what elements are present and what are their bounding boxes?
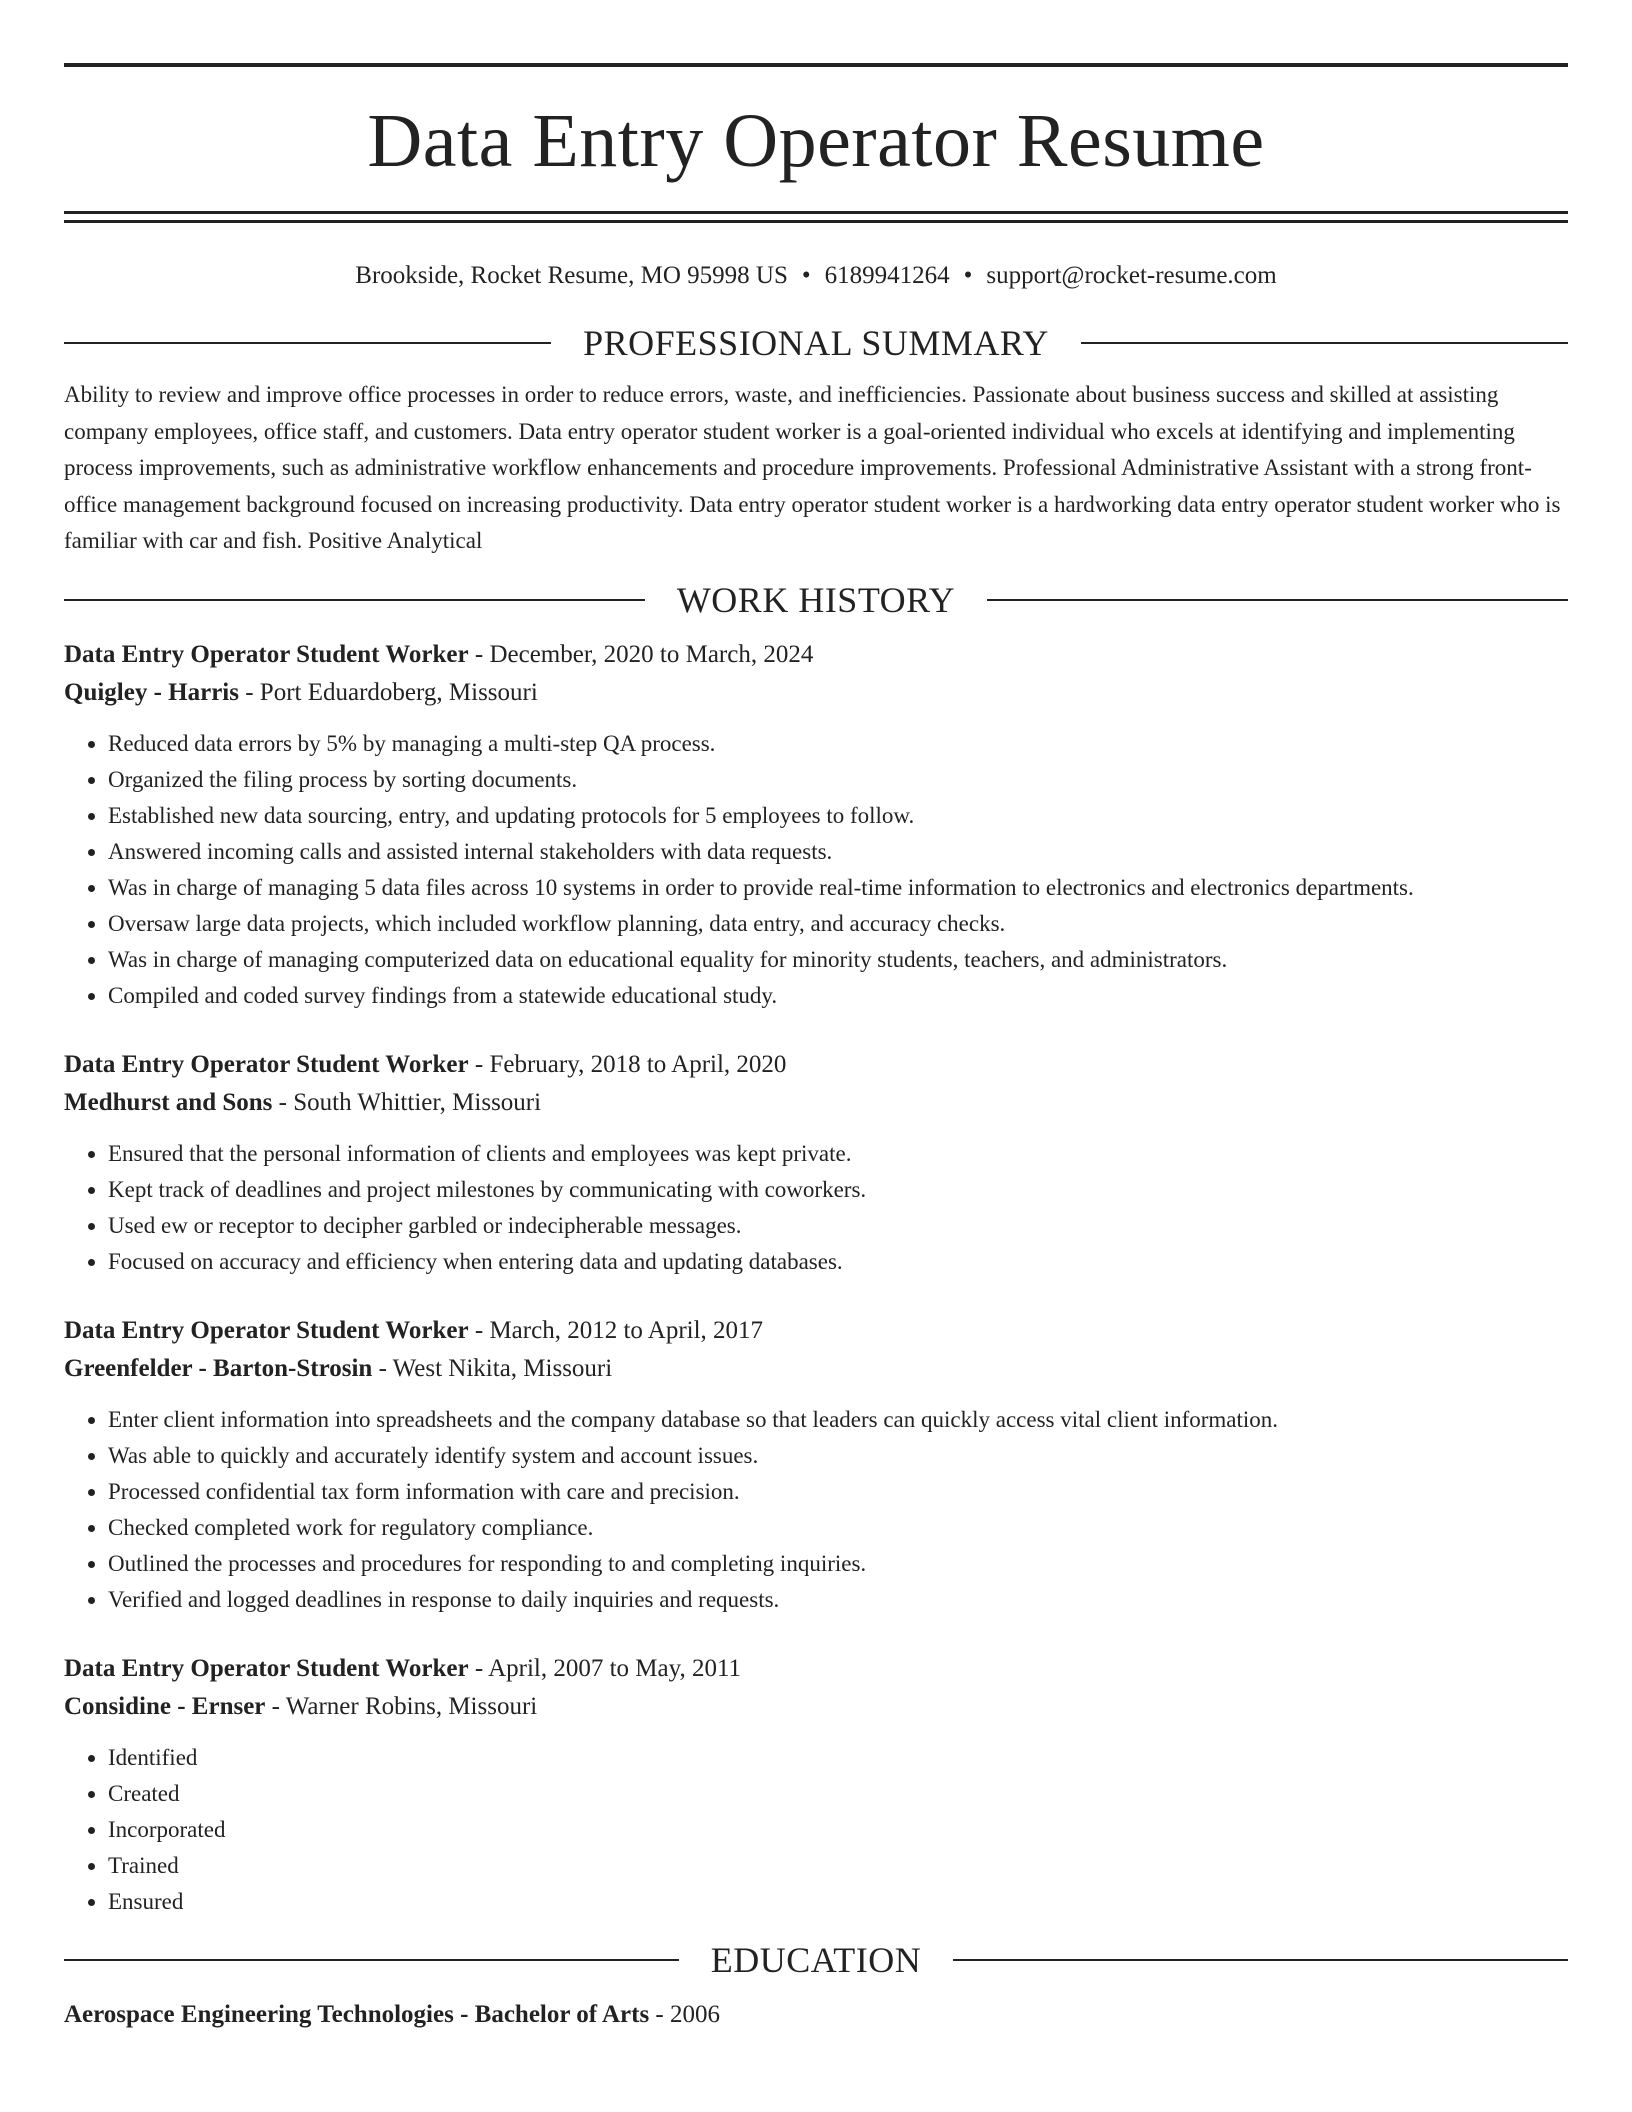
section-rule-right [1081,342,1568,344]
job-title: Data Entry Operator Student Worker [64,640,469,668]
job-bullet: • Reduced data errors by 5% by managing a multi-step QA process. [108,726,1568,762]
section-rule-left [64,1959,679,1961]
section-header-education [64,1940,1568,1980]
contact-phone: 6189941264 [824,262,950,289]
job-dates: - February, 2018 to April, 2020 [474,1050,787,1078]
job-bullet: • Oversaw large data projects, which included workflow planning, data entry, and accuracy checks. [108,906,1568,942]
job-location: - Warner Robins, Missouri [271,1692,538,1720]
section-rule-right [953,1959,1568,1961]
job-location: - West Nikita, Missouri [378,1354,613,1382]
job-bullet: • Incorporated [108,1812,1568,1848]
job-bullet: • Used ew or receptor to decipher garbled or indecipherable messages. [108,1208,1568,1244]
section-title-summary: PROFESSIONAL SUMMARY [583,323,1049,363]
job-bullet: • Compiled and coded survey findings from a statewide educational study. [108,978,1568,1014]
job-bullet: • Ensured [108,1884,1568,1920]
job-bullets [64,1136,1568,1280]
education-year: - 2006 [655,2000,720,2028]
title-double-rule [64,211,1568,223]
resume-title: Data Entry Operator Resume [367,99,1265,183]
job-title: Data Entry Operator Student Worker [64,1654,469,1682]
job-title: Data Entry Operator Student Worker [64,1316,469,1344]
job-location: - South Whittier, Missouri [278,1088,542,1116]
job-location: - Port Eduardoberg, Missouri [245,678,538,706]
education-entry [64,1996,1568,2034]
job-company: Medhurst and Sons [64,1088,273,1116]
job-bullet: • Processed confidential tax form information with care and precision. [108,1474,1568,1510]
job-company-line [64,1688,1568,1726]
contact-line [64,261,1568,291]
job-bullets [64,1740,1568,1920]
section-rule-left [64,599,645,601]
job-title-line [64,1650,1568,1688]
job-entry [64,1312,1568,1618]
job-bullets [64,726,1568,1014]
job-bullet: • Outlined the processes and procedures for responding to and completing inquiries. [108,1546,1568,1582]
contact-separator: • [963,262,973,289]
job-bullet: • Verified and logged deadlines in response to daily inquiries and requests. [108,1582,1568,1618]
job-dates: - December, 2020 to March, 2024 [474,640,814,668]
job-bullet: • Answered incoming calls and assisted internal stakeholders with data requests. [108,834,1568,870]
job-bullet: • Trained [108,1848,1568,1884]
job-company: Considine - Ernser [64,1692,266,1720]
job-company-line [64,1084,1568,1122]
contact-email: support@rocket-resume.com [986,262,1277,289]
section-title-education: EDUCATION [710,1939,922,1980]
job-entry [64,1650,1568,1920]
job-bullet: • Focused on accuracy and efficiency when entering data and updating databases. [108,1244,1568,1280]
job-bullet: • Checked completed work for regulatory compliance. [108,1510,1568,1546]
section-rule-left [64,342,551,344]
job-bullet: • Created [108,1776,1568,1812]
section-header-work-history [64,580,1568,620]
section-title-work-history: WORK HISTORY [676,579,956,620]
job-dates: - March, 2012 to April, 2017 [474,1316,764,1344]
job-bullet: • Ensured that the personal information of clients and employees was kept private. [108,1136,1568,1172]
education-degree: Aerospace Engineering Technologies - Bachelor of Arts [64,2000,650,2028]
job-bullet: • Identified [108,1740,1568,1776]
job-company-line [64,674,1568,712]
job-title-line [64,1312,1568,1350]
job-bullet: • Enter client information into spreadsheets and the company database so that leaders can quickly access vital client information. [108,1402,1568,1438]
summary-text: Ability to review and improve office processes in order to reduce errors, waste, and inefficiencies. Passionate about business success and skilled at assisting company employees, office staff, and customers. Data entry operator student worker is a goal-oriented individual who excels at identifying and implementing process improvements, such as administrative workflow enhancements and procedure improvements. Professional Administrative Assistant with a strong front-office management background focused on increasing productivity. Data entry operator student worker is a hardworking data entry operator student worker who is familiar with car and fish. Positive Analytical [64,382,1561,553]
job-entry [64,1046,1568,1280]
job-bullet: • Established new data sourcing, entry, and updating protocols for 5 employees to follow. [108,798,1568,834]
job-bullet: • Kept track of deadlines and project milestones by communicating with coworkers. [108,1172,1568,1208]
job-bullet: • Organized the filing process by sorting documents. [108,762,1568,798]
top-rule [64,63,1568,67]
section-header-summary [64,323,1568,363]
job-bullet: • Was in charge of managing computerized data on educational equality for minority students, teachers, and administrators. [108,942,1568,978]
job-entry [64,636,1568,1014]
resume-page [64,0,1568,2034]
job-title-line [64,1046,1568,1084]
contact-address: Brookside, Rocket Resume, MO 95998 US [355,262,788,289]
contact-separator: • [801,262,811,289]
job-company-line [64,1350,1568,1388]
job-bullet: • Was able to quickly and accurately identify system and account issues. [108,1438,1568,1474]
job-company: Greenfelder - Barton-Strosin [64,1354,373,1382]
job-title: Data Entry Operator Student Worker [64,1050,469,1078]
section-rule-right [987,599,1568,601]
job-title-line [64,636,1568,674]
job-bullets [64,1402,1568,1618]
job-company: Quigley - Harris [64,678,239,706]
job-dates: - April, 2007 to May, 2011 [474,1654,742,1682]
job-bullet: • Was in charge of managing 5 data files across 10 systems in order to provide real-time information to electronics and electronics departments. [108,870,1568,906]
